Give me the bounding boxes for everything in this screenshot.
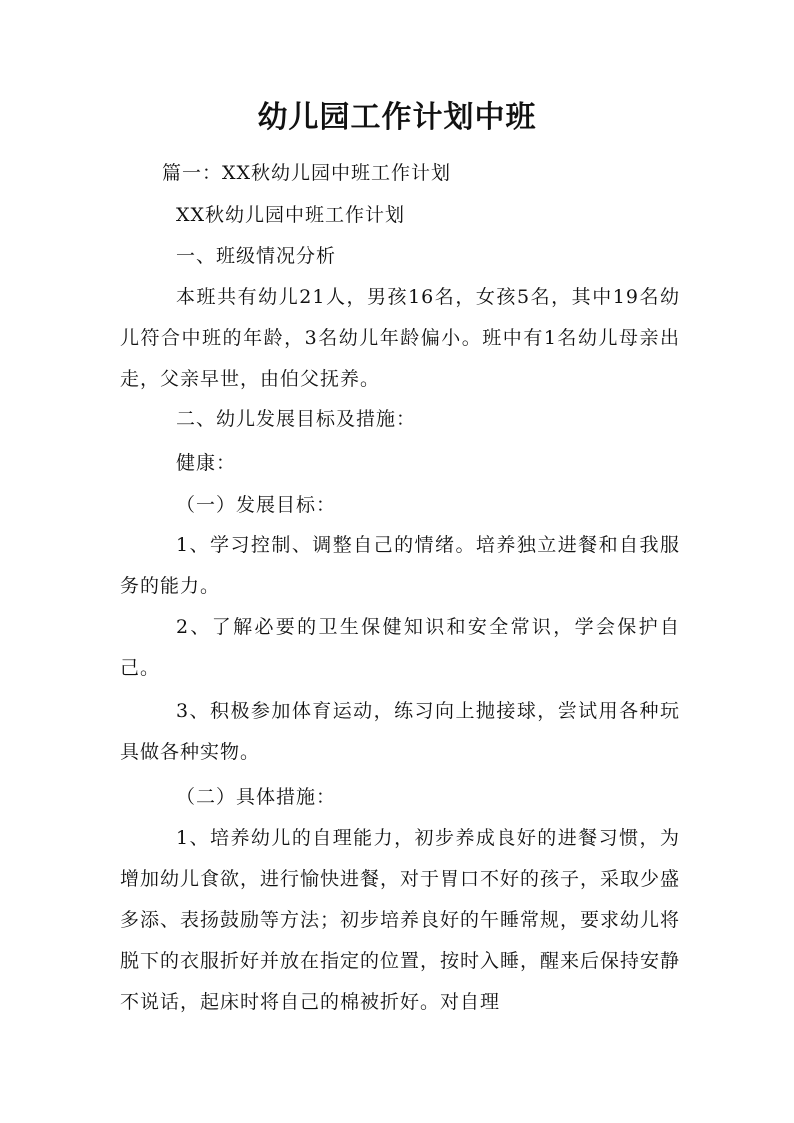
health-heading: 健康： [176,452,237,474]
section-heading-2: 二、幼儿发展目标及措施： [176,408,417,430]
measure-item-1: 1、培养幼儿的自理能力，初步养成良好的进餐习惯，为增加幼儿食欲，进行愉快进餐，对于胃口不好的孩子，采取少盛多添、表扬鼓励等方法；初步培养良好的午睡常规，要求幼儿将脱下的衣服折好并放在指定的位置，按时入睡，醒来后保持安静不说话，起床时将自己的棉被折好。对自理 [120,827,681,1013]
paragraph-class-analysis: 本班共有幼儿21人，男孩16名，女孩5名，其中19名幼儿符合中班的年龄，3名幼儿年龄偏小。班中有1名幼儿母亲出走，父亲早世，由伯父抚养。 [120,286,680,390]
repeat-title: XX秋幼儿园中班工作计划 [176,204,406,226]
section-heading-1: 一、班级情况分析 [176,245,337,267]
goal-item-3: 3、积极参加体育运动，练习向上抛接球，尝试用各种玩具做各种实物。 [120,700,680,763]
document-title: 幼儿园工作计划中班 [257,100,537,135]
goal-item-2: 2、了解必要的卫生保健知识和安全常识，学会保护自己。 [120,616,680,679]
goals-heading: （一）发展目标： [176,494,337,516]
goal-item-1: 1、学习控制、调整自己的情绪。培养独立进餐和自我服务的能力。 [120,534,680,597]
measures-heading: （二）具体措施： [176,786,337,808]
subtitle: 篇一：XX秋幼儿园中班工作计划 [162,162,452,184]
